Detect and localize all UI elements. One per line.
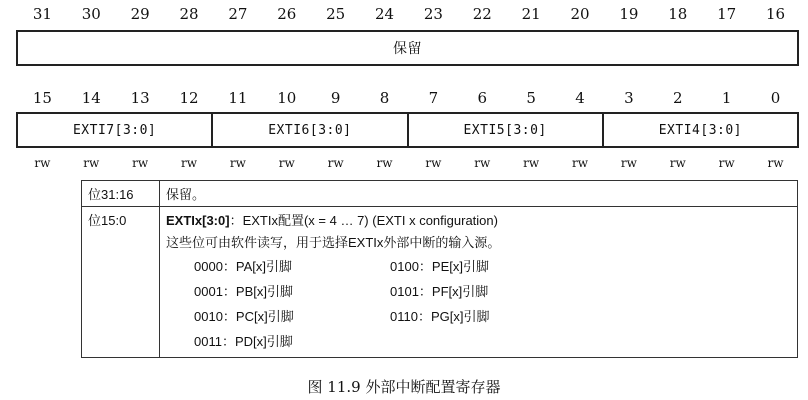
table-row (82, 181, 798, 207)
table-row (82, 207, 798, 358)
bit-number: 18 (668, 5, 688, 23)
field-title (166, 210, 791, 232)
access-label: rw (669, 156, 686, 170)
access-row (18, 156, 800, 170)
access-label: rw (181, 156, 198, 170)
bit-range-cell: 位15:0 (82, 207, 160, 358)
bit-number: 27 (228, 5, 248, 23)
access-label: rw (767, 156, 784, 170)
bit-number: 8 (379, 89, 390, 107)
bit-number: 7 (428, 89, 439, 107)
access-label: rw (83, 156, 100, 170)
source-code-item: 0101：PF[x]引脚 (390, 284, 489, 299)
access-label: rw (425, 156, 442, 170)
access-label: rw (572, 156, 589, 170)
exti5-field: EXTI5[3:0] (409, 114, 604, 146)
bit-number: 25 (326, 5, 346, 23)
reserved-field: 保留 (393, 41, 422, 57)
access-label: rw (376, 156, 393, 170)
field-title-rest: ：EXTIx配置(x = 4 … 7) (EXTI x configuration) (229, 213, 498, 228)
bit-number: 31 (32, 5, 52, 23)
field-description: 这些位可由软件读写，用于选择EXTIx外部中断的输入源。 (166, 235, 501, 250)
bit-range-cell: 位31:16 (82, 181, 160, 207)
access-label: rw (278, 156, 295, 170)
figure-caption: 图 11.9 外部中断配置寄存器 (307, 378, 501, 396)
bit-number: 30 (81, 5, 101, 23)
access-label: rw (474, 156, 491, 170)
bit-numbers-low (18, 89, 800, 107)
bit-number: 26 (277, 5, 297, 23)
source-code-list (166, 254, 791, 354)
access-label: rw (34, 156, 51, 170)
bit-description-table (81, 180, 798, 358)
bit-number: 0 (770, 89, 781, 107)
access-label: rw (523, 156, 540, 170)
bit-number: 6 (477, 89, 488, 107)
access-label: rw (718, 156, 735, 170)
source-code-item: 0110：PG[x]引脚 (390, 309, 490, 324)
field-name: EXTIx[3:0] (166, 213, 230, 228)
bit-number: 4 (575, 89, 585, 107)
exti7-field: EXTI7[3:0] (18, 114, 213, 146)
bit-number: 20 (570, 5, 590, 23)
source-code-item: 0000：PA[x]引脚 (194, 259, 293, 274)
bit-number: 13 (130, 89, 150, 107)
bit-number: 16 (766, 5, 786, 23)
source-code-item: 0010：PC[x]引脚 (194, 309, 294, 324)
bit-number: 11 (228, 89, 248, 107)
bit-desc-cell: 保留。 (160, 181, 798, 207)
bit-numbers-high (18, 5, 800, 23)
bit-number: 1 (721, 89, 732, 107)
source-code-item: 0001：PB[x]引脚 (194, 284, 293, 299)
access-label: rw (327, 156, 344, 170)
bit-number: 21 (521, 5, 541, 23)
bit-number: 5 (526, 89, 536, 107)
bit-desc-cell (160, 207, 798, 358)
bit-number: 14 (81, 89, 101, 107)
access-label: rw (229, 156, 246, 170)
bit-number: 24 (375, 5, 395, 23)
bit-number: 3 (624, 89, 634, 107)
bit-number: 9 (330, 89, 341, 107)
register-row-low (16, 112, 799, 148)
exti6-field: EXTI6[3:0] (213, 114, 408, 146)
bit-number: 15 (32, 89, 52, 107)
register-row-high (16, 30, 799, 66)
bit-number: 19 (619, 5, 639, 23)
bit-number: 17 (717, 5, 737, 23)
bit-number: 12 (179, 89, 199, 107)
bit-number: 28 (179, 5, 199, 23)
bit-number: 23 (423, 5, 443, 23)
bit-number: 29 (130, 5, 150, 23)
access-label: rw (132, 156, 149, 170)
source-code-item: 0011：PD[x]引脚 (194, 334, 293, 349)
bit-number: 22 (472, 5, 492, 23)
access-label: rw (620, 156, 637, 170)
exti4-field: EXTI4[3:0] (658, 122, 743, 138)
bit-number: 10 (277, 89, 297, 107)
source-code-item: 0100：PE[x]引脚 (390, 259, 489, 274)
bit-number: 2 (673, 89, 683, 107)
